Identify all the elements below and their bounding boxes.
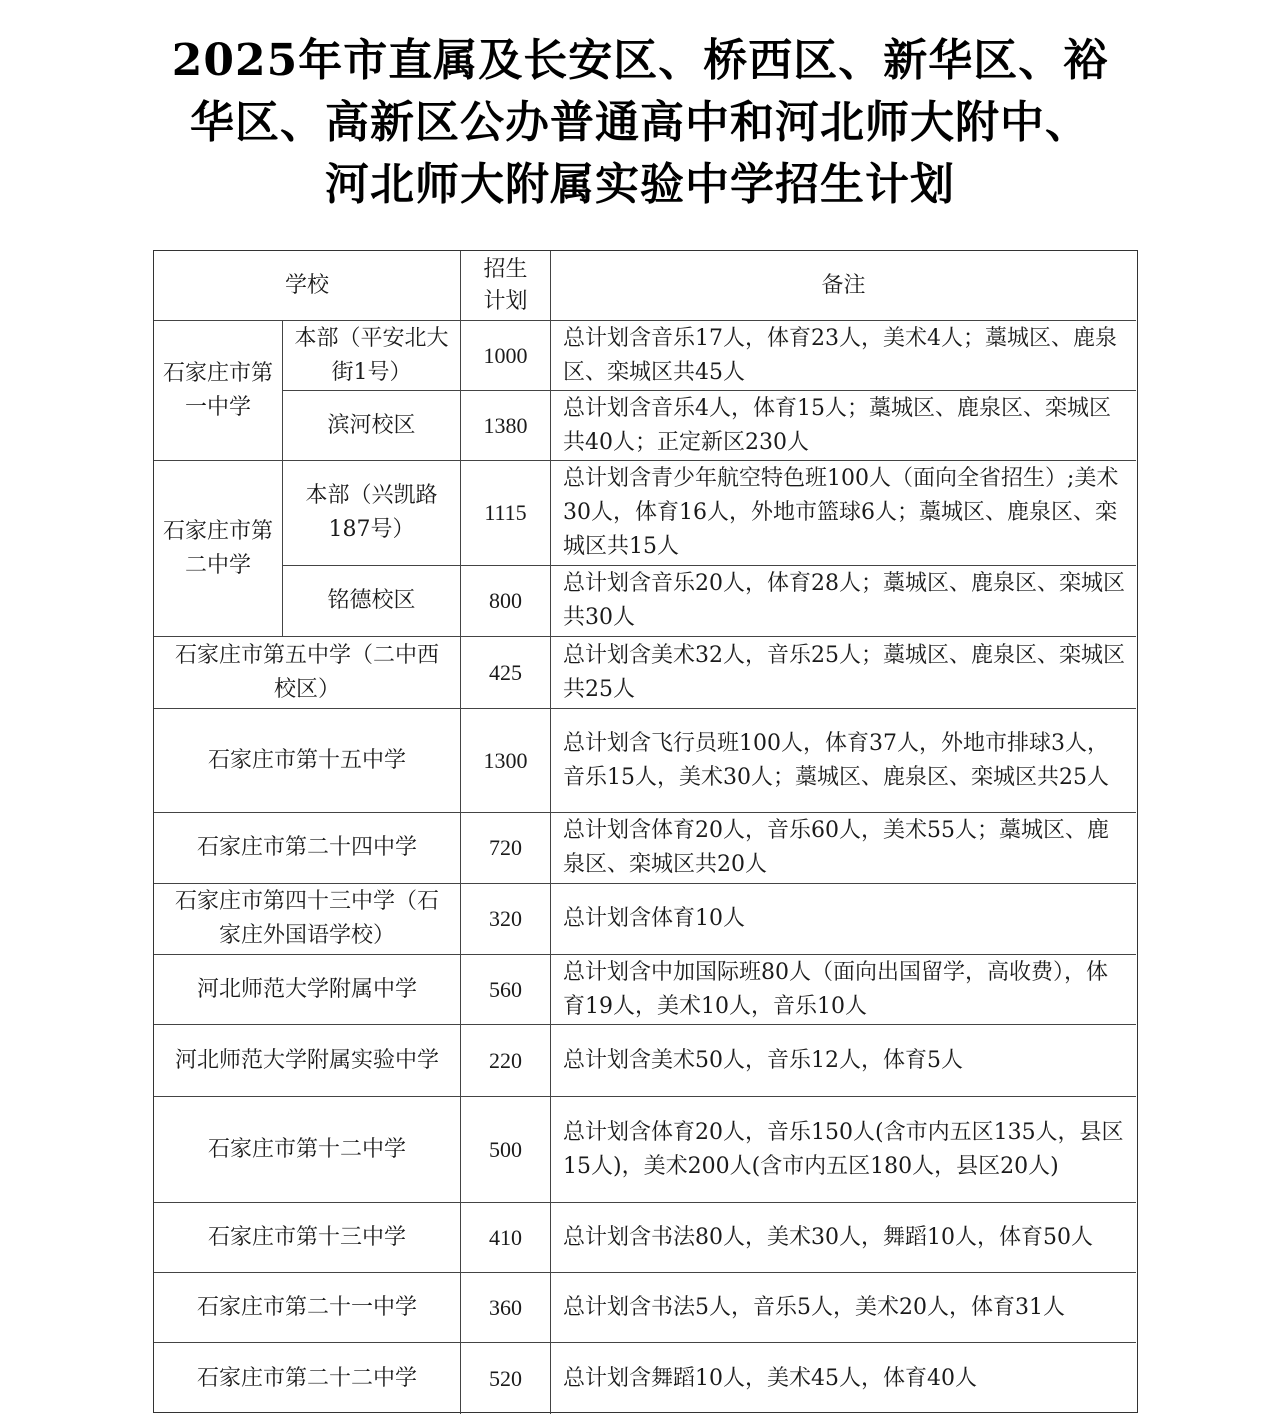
header-plan-label: 招生计划 <box>483 256 528 314</box>
campus-cell <box>283 566 461 637</box>
plan-count-cell <box>461 321 551 391</box>
plan-count-cell <box>461 884 551 955</box>
campus-cell-text: 铭德校区 <box>327 588 416 613</box>
school-name-cell-text: 石家庄市第五中学（二中西校区） <box>174 642 439 702</box>
plan-count-cell <box>461 1203 551 1273</box>
plan-count-cell <box>461 391 551 461</box>
school-name-cell-text: 石家庄市第四十三中学（石家庄外国语学校） <box>174 889 439 948</box>
school-name-cell-text: 石家庄市第十五中学 <box>207 747 406 773</box>
header-plan <box>461 251 551 321</box>
remarks-cell-text: 总计划含音乐20人，体育28人；藁城区、鹿泉区、栾城区共30人 <box>563 571 1125 630</box>
remarks-cell-text: 总计划含中加国际班80人（面向出国留学，高收费），体育19人，美术10人，音乐10人 <box>563 959 1108 1019</box>
title-line-1: 2025年市直属及长安区、桥西区、新华区、裕 <box>171 35 1109 86</box>
title-line-2: 华区、高新区公办普通高中和河北师大附中、 <box>190 97 1090 148</box>
school-name-cell <box>154 461 283 637</box>
remarks-cell <box>551 391 1136 461</box>
school-name-cell <box>154 884 461 955</box>
remarks-cell-text: 总计划含美术50人，音乐12人，体育5人 <box>563 1047 963 1073</box>
plan-count-cell <box>461 1273 551 1343</box>
document-title <box>0 30 1280 216</box>
remarks-cell <box>551 813 1136 884</box>
plan-count-cell-text: 560 <box>489 976 522 1002</box>
remarks-cell <box>551 709 1136 813</box>
school-name-cell <box>154 637 461 709</box>
school-name-cell <box>154 709 461 813</box>
remarks-cell <box>551 955 1136 1025</box>
school-name-cell-text: 石家庄市第二十四中学 <box>196 835 417 860</box>
campus-cell-text: 本部（平安北大街1号） <box>294 325 449 385</box>
remarks-cell <box>551 884 1136 955</box>
header-remarks <box>551 251 1136 321</box>
remarks-cell <box>551 1203 1136 1273</box>
school-name-cell <box>154 955 461 1025</box>
header-remarks-label: 备注 <box>821 272 866 298</box>
remarks-cell-text: 总计划含音乐17人，体育23人，美术4人；藁城区、鹿泉区、栾城区共45人 <box>563 325 1117 385</box>
plan-count-cell-text: 1000 <box>483 342 528 368</box>
school-name-cell-text: 石家庄市第二十一中学 <box>196 1294 417 1320</box>
school-name-cell <box>154 321 283 461</box>
school-name-cell <box>154 1203 461 1273</box>
plan-count-cell-text: 720 <box>489 835 522 860</box>
plan-count-cell-text: 1380 <box>483 412 528 438</box>
remarks-cell <box>551 637 1136 709</box>
plan-count-cell-text: 500 <box>489 1136 522 1162</box>
school-name-cell <box>154 1273 461 1343</box>
plan-count-cell <box>461 1097 551 1203</box>
plan-count-cell <box>461 709 551 813</box>
remarks-cell <box>551 1097 1136 1203</box>
enrollment-plan-table <box>153 250 1138 1413</box>
campus-cell <box>283 321 461 391</box>
school-name-cell <box>154 1025 461 1097</box>
remarks-cell <box>551 566 1136 637</box>
plan-count-cell-text: 800 <box>489 588 522 613</box>
plan-count-cell-text: 1115 <box>484 500 527 525</box>
school-name-cell <box>154 1097 461 1203</box>
school-name-cell-text: 石家庄市第二十二中学 <box>196 1365 417 1391</box>
school-name-cell-text: 石家庄市第十二中学 <box>207 1136 406 1162</box>
plan-count-cell <box>461 637 551 709</box>
remarks-cell-text: 总计划含美术32人，音乐25人；藁城区、鹿泉区、栾城区共25人 <box>563 642 1125 702</box>
school-name-cell <box>154 813 461 884</box>
remarks-cell-text: 总计划含体育20人，音乐60人，美术55人；藁城区、鹿泉区、栾城区共20人 <box>563 818 1109 877</box>
remarks-cell-text: 总计划含书法80人，美术30人，舞蹈10人，体育50人 <box>563 1224 1093 1250</box>
header-school <box>154 251 461 321</box>
plan-count-cell <box>461 1025 551 1097</box>
school-name-cell-text: 河北师范大学附属实验中学 <box>174 1047 439 1073</box>
title-line-3: 河北师大附属实验中学招生计划 <box>325 159 955 210</box>
plan-count-cell-text: 360 <box>489 1294 522 1320</box>
remarks-cell-text: 总计划含体育10人 <box>563 906 745 931</box>
remarks-cell <box>551 321 1136 391</box>
remarks-cell <box>551 1025 1136 1097</box>
plan-count-cell-text: 520 <box>489 1365 522 1391</box>
campus-cell-text: 滨河校区 <box>327 412 416 438</box>
school-name-cell-text: 石家庄市第二中学 <box>162 518 273 578</box>
school-name-cell-text: 石家庄市第十三中学 <box>207 1224 406 1250</box>
remarks-cell <box>551 1343 1136 1414</box>
school-name-cell-text: 石家庄市第一中学 <box>162 360 273 420</box>
plan-count-cell-text: 220 <box>489 1047 522 1073</box>
plan-count-cell <box>461 566 551 637</box>
plan-count-cell-text: 425 <box>489 659 522 685</box>
campus-cell <box>283 461 461 566</box>
plan-count-cell-text: 1300 <box>483 747 528 773</box>
remarks-cell <box>551 461 1136 566</box>
remarks-cell-text: 总计划含书法5人，音乐5人，美术20人，体育31人 <box>563 1294 1065 1320</box>
remarks-cell-text: 总计划含飞行员班100人，体育37人，外地市排球3人，音乐15人，美术30人；藁城区、鹿泉区、栾城区共25人 <box>563 730 1109 790</box>
plan-count-cell-text: 320 <box>489 906 522 931</box>
remarks-cell-text: 总计划含舞蹈10人，美术45人，体育40人 <box>563 1365 977 1391</box>
plan-count-cell <box>461 461 551 566</box>
school-name-cell-text: 河北师范大学附属中学 <box>196 976 417 1002</box>
header-school-label: 学校 <box>284 272 329 298</box>
remarks-cell-text: 总计划含青少年航空特色班100人（面向全省招生）;美术30人，体育16人，外地市篮球6人；藁城区、鹿泉区、栾城区共15人 <box>563 466 1119 559</box>
remarks-cell-text: 总计划含体育20人，音乐150人(含市内五区135人，县区15人)，美术200人(含市内五区180人，县区20人) <box>563 1119 1124 1179</box>
school-name-cell <box>154 1343 461 1414</box>
plan-count-cell <box>461 813 551 884</box>
campus-cell <box>283 391 461 461</box>
remarks-cell-text: 总计划含音乐4人，体育15人；藁城区、鹿泉区、栾城区共40人；正定新区230人 <box>563 395 1111 455</box>
plan-count-cell <box>461 955 551 1025</box>
plan-count-cell-text: 410 <box>489 1224 522 1250</box>
campus-cell-text: 本部（兴凯路187号） <box>305 483 438 542</box>
plan-count-cell <box>461 1343 551 1414</box>
remarks-cell <box>551 1273 1136 1343</box>
